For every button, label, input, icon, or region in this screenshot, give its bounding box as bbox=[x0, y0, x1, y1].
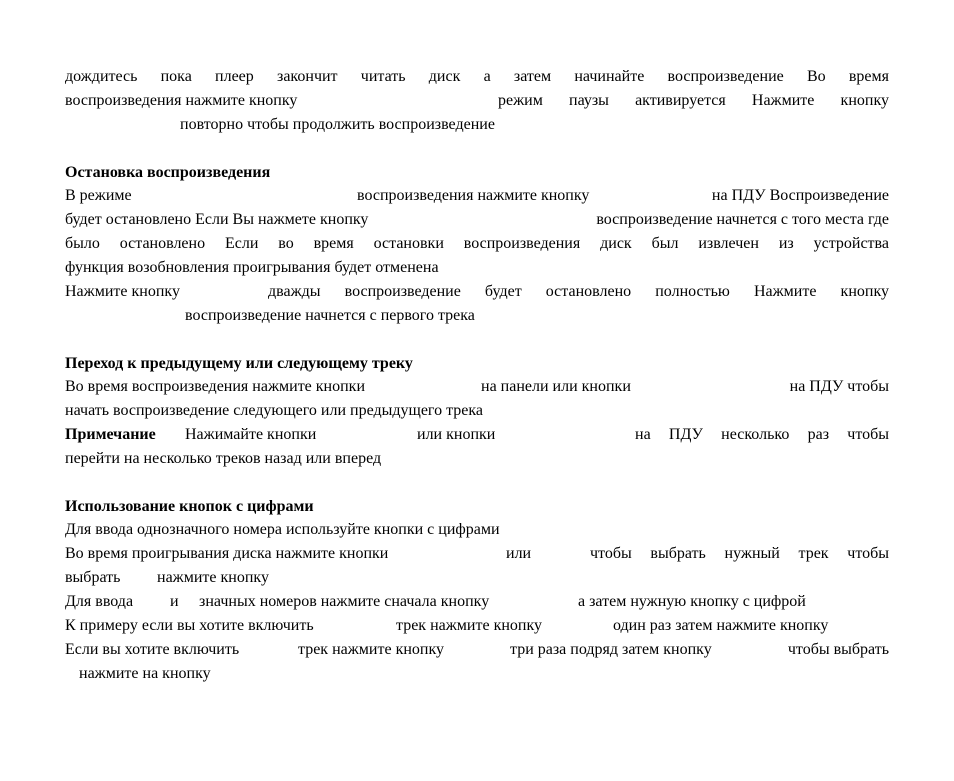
digits-line-6-part-c: три раза подряд затем кнопку bbox=[510, 641, 712, 658]
stop-line-5-part-a: Нажмите кнопку bbox=[65, 283, 180, 300]
stop-line-6 bbox=[65, 305, 889, 327]
intro-line-2-part-b: режим паузы активируется Нажмите кнопку bbox=[498, 92, 889, 109]
digits-line-2-part-c: чтобы выбрать нужный трек чтобы bbox=[590, 545, 889, 562]
digits-line-3-part-a: выбрать bbox=[65, 569, 121, 586]
digits-line-6 bbox=[65, 639, 889, 661]
stop-line-5 bbox=[65, 281, 889, 303]
section-heading-track: Переход к предыдущему или следующему треку bbox=[65, 355, 413, 372]
digits-line-5-part-a: К примеру если вы хотите включить bbox=[65, 617, 314, 634]
track-line-1-part-a: Во время воспроизведения нажмите кнопки bbox=[65, 378, 366, 395]
digits-line-4 bbox=[65, 591, 889, 613]
digits-line-4-part-a: Для ввода bbox=[65, 593, 134, 610]
digits-line-3 bbox=[65, 567, 889, 589]
stop-line-2-part-a: будет остановлено Если Вы нажмете кнопку bbox=[65, 211, 369, 228]
track-line-1-part-b: на панели или кнопки bbox=[481, 378, 631, 395]
section-heading-stop: Остановка воспроизведения bbox=[65, 164, 271, 181]
digits-line-5 bbox=[65, 615, 889, 637]
digits-line-2 bbox=[65, 543, 889, 565]
digits-line-6-part-a: Если вы хотите включить bbox=[65, 641, 240, 658]
track-line-1-part-c: на ПДУ чтобы bbox=[789, 378, 889, 395]
digits-line-3-part-b: нажмите кнопку bbox=[157, 569, 269, 586]
stop-line-4: функция возобновления проигрывания будет отменена bbox=[65, 259, 439, 276]
track-line-4: перейти на несколько треков назад или вперед bbox=[65, 450, 382, 467]
intro-line-3 bbox=[65, 114, 889, 136]
intro-line-3-text: повторно чтобы продолжить воспроизведение bbox=[180, 116, 495, 133]
intro-line-1: дождитесь пока плеер закончит читать диск а затем начинайте воспроизведение Во время bbox=[65, 68, 889, 85]
stop-line-2 bbox=[65, 209, 889, 231]
stop-line-6-text: воспроизведение начнется с первого трека bbox=[185, 307, 475, 324]
digits-line-1: Для ввода однозначного номера используйте кнопки с цифрами bbox=[65, 521, 500, 538]
digits-line-6-part-d: чтобы выбрать bbox=[787, 641, 889, 658]
digits-line-5-part-c: один раз затем нажмите кнопку bbox=[613, 617, 829, 634]
track-line-1 bbox=[65, 376, 889, 398]
note-label: Примечание bbox=[65, 426, 156, 443]
track-line-3-part-a: Нажимайте кнопки bbox=[185, 426, 317, 443]
section-heading-digits: Использование кнопок с цифрами bbox=[65, 498, 314, 515]
digits-line-4-part-b: и bbox=[170, 593, 179, 610]
digits-line-2-part-a: Во время проигрывания диска нажмите кнопки bbox=[65, 545, 389, 562]
intro-line-2 bbox=[65, 90, 889, 112]
track-line-2: начать воспроизведение следующего или предыдущего трека bbox=[65, 402, 484, 419]
stop-line-3: было остановлено Если во время остановки воспроизведения диск был извлечен из устройства bbox=[65, 235, 889, 252]
stop-line-2-part-b: воспроизведение начнется с того места где bbox=[596, 211, 889, 228]
stop-line-1-part-a: В режиме bbox=[65, 187, 132, 204]
digits-line-2-part-b: или bbox=[506, 545, 532, 562]
track-line-3 bbox=[65, 424, 889, 446]
track-line-3-part-c: на ПДУ несколько раз чтобы bbox=[635, 426, 889, 443]
track-line-3-part-b: или кнопки bbox=[417, 426, 496, 443]
intro-line-2-part-a: воспроизведения нажмите кнопку bbox=[65, 92, 298, 109]
stop-line-1 bbox=[65, 185, 889, 207]
digits-line-5-part-b: трек нажмите кнопку bbox=[396, 617, 543, 634]
digits-line-4-part-d: а затем нужную кнопку с цифрой bbox=[578, 593, 806, 610]
digits-line-7 bbox=[65, 663, 889, 685]
stop-line-5-part-b: дважды воспроизведение будет остановлено полностью Нажмите кнопку bbox=[268, 283, 889, 300]
stop-line-1-part-b: воспроизведения нажмите кнопку bbox=[357, 187, 590, 204]
digits-line-7-text: нажмите на кнопку bbox=[79, 665, 211, 682]
digits-line-6-part-b: трек нажмите кнопку bbox=[298, 641, 445, 658]
digits-line-4-part-c: значных номеров нажмите сначала кнопку bbox=[199, 593, 490, 610]
stop-line-1-part-c: на ПДУ Воспроизведение bbox=[711, 187, 889, 204]
